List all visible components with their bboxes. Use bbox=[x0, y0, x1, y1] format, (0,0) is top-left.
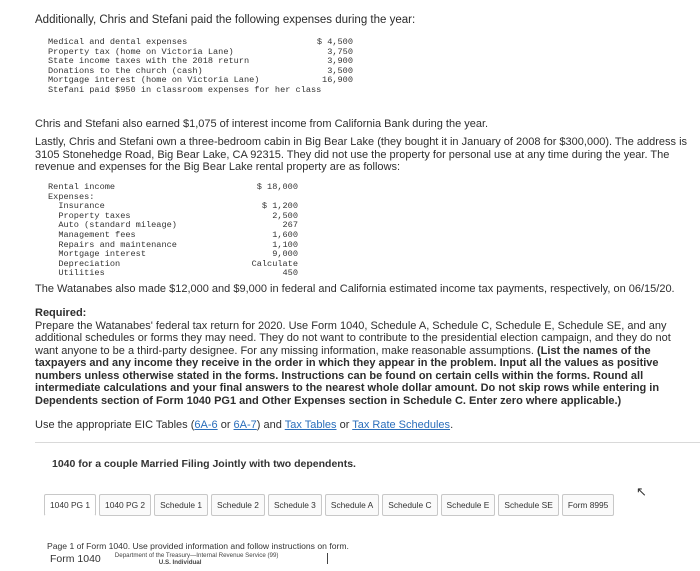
required-text: Prepare the Watanabes' federal tax return for 2020. Use Form 1040, Schedule A, Schedule C, Schedule E, Schedule SE, and any additional schedules or forms they may need. They do not want to contribute to the presidential election campaign, and they do not want anyone to be a third-party designee. For any missing information, make reasonable assumptions. bbox=[35, 319, 671, 357]
eic-table-6a7-link[interactable]: 6A-7 bbox=[233, 419, 257, 431]
cabin-text: Lastly, Chris and Stefani own a three-bedroom cabin in Big Bear Lake (they bought it in January of 2008 for $300,000). The address is 3105 Stonehedge Road, Big Bear Lake, CA 92315. They did not use the property for personal use at any time during the year. The revenue and expenses for the Big Bear Lake rental property are as follows: bbox=[35, 136, 688, 173]
intro-text: Additionally, Chris and Stefani paid the following expenses during the year: bbox=[35, 14, 416, 26]
required-block bbox=[35, 307, 697, 407]
required-label: Required: bbox=[35, 307, 87, 319]
form-label: Form 1040 bbox=[50, 553, 101, 565]
tax-rate-schedules-link[interactable]: Tax Rate Schedules bbox=[352, 419, 451, 431]
tab-schedule-e[interactable]: Schedule E bbox=[441, 494, 496, 516]
expense-row: State income taxes with the 2018 return 3,900 bbox=[48, 56, 353, 67]
tab-1040-pg1[interactable]: 1040 PG 1 bbox=[44, 494, 96, 516]
eic-line: Use the appropriate EIC Tables (6A-6 or 6A-7) and Tax Tables or Tax Rate Schedules. bbox=[35, 419, 454, 431]
tab-1040-pg2[interactable]: 1040 PG 2 bbox=[99, 494, 151, 516]
page-instructions: Page 1 of Form 1040. Use provided information and follow instructions on form. bbox=[47, 541, 349, 551]
form-tabs bbox=[44, 494, 614, 516]
rental-row: Auto (standard mileage) 267 bbox=[48, 220, 298, 231]
tab-schedule-1[interactable]: Schedule 1 bbox=[154, 494, 208, 516]
rental-row: Mortgage interest 9,000 bbox=[48, 249, 298, 260]
rental-row: Property taxes 2,500 bbox=[48, 210, 298, 221]
form-header bbox=[50, 552, 278, 566]
expense-row: Property tax (home on Victoria Lane) 3,750 bbox=[48, 46, 353, 57]
expense-row: Medical and dental expenses $ 4,500 bbox=[48, 37, 353, 47]
expense-row: Mortgage interest (home on Victoria Lane) 16,900 bbox=[48, 75, 353, 86]
tab-schedule-c[interactable]: Schedule C bbox=[382, 494, 437, 516]
rental-row: Management fees 1,600 bbox=[48, 229, 298, 240]
rental-list bbox=[48, 183, 298, 279]
expense-row: Donations to the church (cash) 3,500 bbox=[48, 65, 353, 76]
section-title: 1040 for a couple Married Filing Jointly with two dependents. bbox=[52, 458, 356, 470]
rental-row: Rental income $ 18,000 bbox=[48, 182, 298, 192]
tab-form-8995[interactable]: Form 8995 bbox=[562, 494, 615, 516]
interest-text: Chris and Stefani also earned $1,075 of interest income from California Bank during the year. bbox=[35, 118, 489, 130]
tax-tables-link[interactable]: Tax Tables bbox=[284, 419, 337, 431]
divider bbox=[35, 442, 700, 443]
expense-list bbox=[48, 38, 353, 96]
rental-row: Utilities 450 bbox=[48, 268, 298, 279]
rental-row: Repairs and maintenance 1,100 bbox=[48, 239, 298, 250]
text-cursor bbox=[327, 553, 328, 564]
form-dept: Department of the Treasury—Internal Revenue Service (99) U.S. Individual bbox=[114, 552, 279, 566]
rental-row: Expenses: bbox=[48, 191, 95, 202]
rental-row: Insurance $ 1,200 bbox=[48, 201, 298, 212]
tab-schedule-2[interactable]: Schedule 2 bbox=[211, 494, 265, 516]
cursor-arrow-icon: ↖ bbox=[636, 484, 647, 499]
tab-schedule-a[interactable]: Schedule A bbox=[325, 494, 379, 516]
tab-schedule-3[interactable]: Schedule 3 bbox=[268, 494, 322, 516]
expense-row: Stefani paid $950 in classroom expenses for her class bbox=[48, 84, 322, 95]
rental-row: Depreciation Calculate bbox=[48, 258, 298, 269]
required-instructions: (List the names of the taxpayers and any income they receive in the order in which they appear in the problem. Input all the values as positive numbers unless otherwise stated in the forms. Instructions can be found on certain cells within the forms. Round all intermediate calculations and your final answers to the nearest whole dollar amount. Do not skip rows while entering in Dependents section of Form 1040 PG1 and Other Expenses section in Schedule C. Enter zero where applicable.) bbox=[35, 344, 660, 407]
estimated-payments-text: The Watanabes also made $12,000 and $9,000 in federal and California estimated income tax payments, respectively, on 06/15/20. bbox=[35, 283, 675, 295]
eic-table-6a6-link[interactable]: 6A-6 bbox=[194, 419, 218, 431]
tab-schedule-se[interactable]: Schedule SE bbox=[498, 494, 558, 516]
